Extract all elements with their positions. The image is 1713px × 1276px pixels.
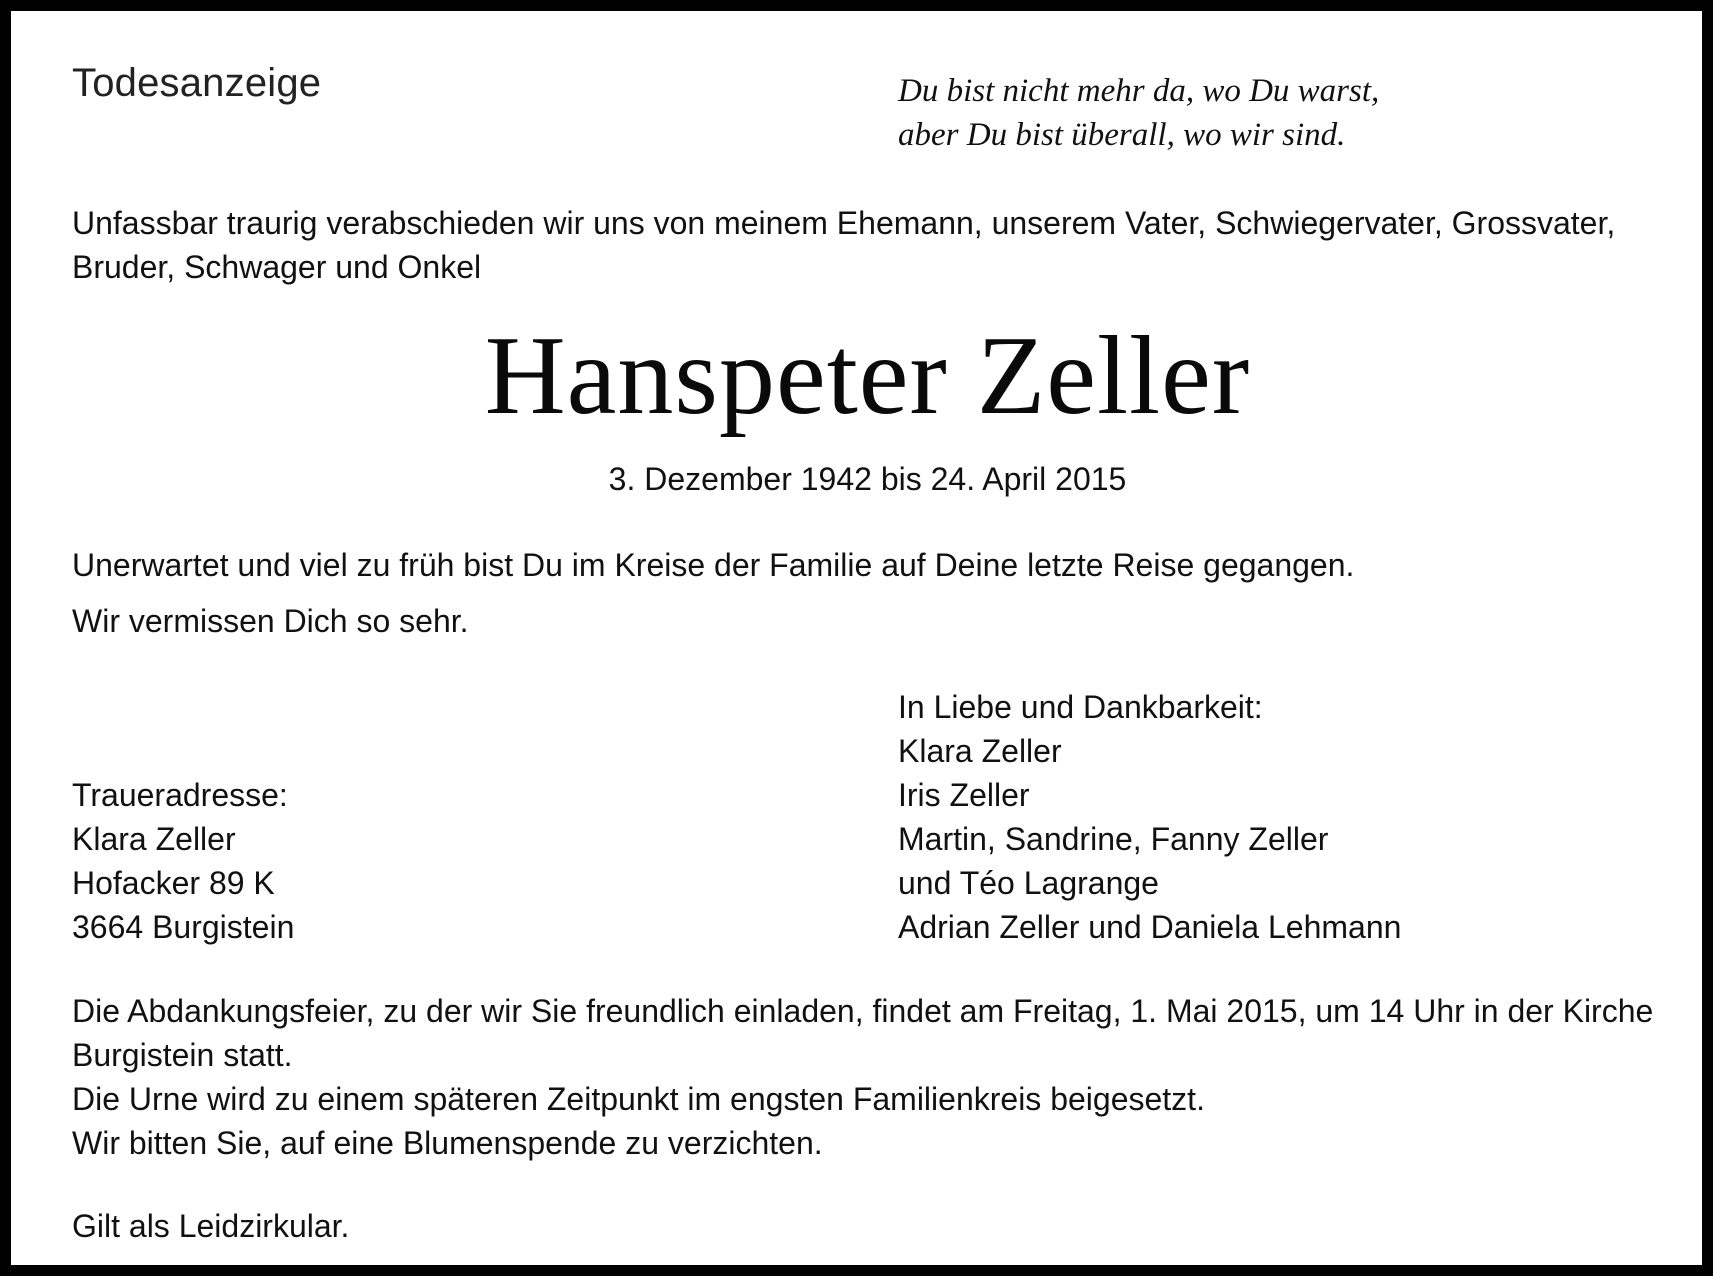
message-line: Unerwartet und viel zu früh bist Du im Kreise der Familie auf Deine letzte Reise gegangen. bbox=[72, 547, 1355, 583]
notice-label: Todesanzeige bbox=[72, 61, 322, 105]
mourner-name: Martin, Sandrine, Fanny Zeller bbox=[898, 821, 1329, 857]
mourner-name: Klara Zeller bbox=[898, 733, 1062, 769]
ceremony-line: Wir bitten Sie, auf eine Blumenspende zu verzichten. bbox=[72, 1125, 823, 1161]
deceased-name: Hanspeter Zeller bbox=[484, 314, 1251, 438]
mourner-name: Iris Zeller bbox=[898, 777, 1030, 813]
mourners-heading: In Liebe und Dankbarkeit: bbox=[898, 689, 1263, 725]
footer-note: Gilt als Leidzirkular. bbox=[72, 1208, 350, 1244]
ceremony-info bbox=[72, 989, 1653, 1165]
motto-line: Du bist nicht mehr da, wo Du warst, bbox=[898, 73, 1380, 109]
mourner-name: Adrian Zeller und Daniela Lehmann bbox=[898, 909, 1402, 945]
ceremony-line: Die Urne wird zu einem späteren Zeitpunkt im engsten Familienkreis beigesetzt. bbox=[72, 1081, 1205, 1117]
mourning-address bbox=[72, 773, 294, 949]
address-line: 3664 Burgistein bbox=[72, 909, 295, 945]
motto-line: aber Du bist überall, wo wir sind. bbox=[898, 117, 1346, 153]
address-heading: Traueradresse: bbox=[72, 777, 288, 813]
intro-text: Unfassbar traurig verabschieden wir uns von meinem Ehemann, unserem Vater, Schwiegervater, Grossvater, Bruder, Schwager und Onkel bbox=[72, 205, 1616, 285]
life-dates: 3. Dezember 1942 bis 24. April 2015 bbox=[608, 461, 1127, 497]
ceremony-line: Burgistein statt. bbox=[72, 1037, 293, 1073]
mourner-name: und Téo Lagrange bbox=[898, 865, 1159, 901]
motto-quote bbox=[898, 69, 1379, 157]
mourners-list bbox=[898, 685, 1401, 949]
address-line: Hofacker 89 K bbox=[72, 865, 275, 901]
message-line: Wir vermissen Dich so sehr. bbox=[72, 603, 469, 639]
address-line: Klara Zeller bbox=[72, 821, 236, 857]
ceremony-line: Die Abdankungsfeier, zu der wir Sie freundlich einladen, findet am Freitag, 1. Mai 2015, um 14 Uhr in der Kirche bbox=[72, 993, 1654, 1029]
